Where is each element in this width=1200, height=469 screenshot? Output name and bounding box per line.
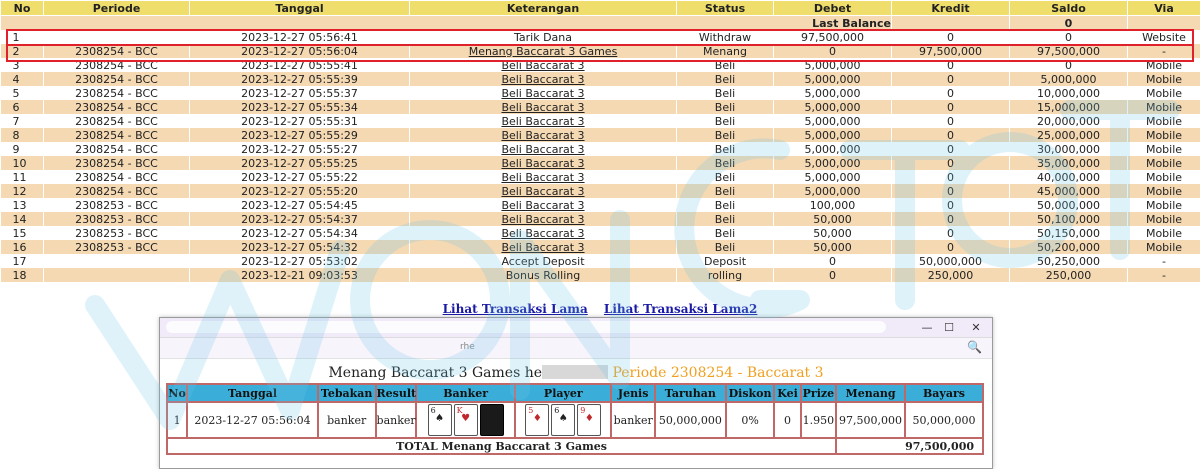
row-periode: 2308253 - BCC: [44, 226, 190, 240]
row-periode: [44, 268, 190, 282]
row-keterangan[interactable]: Beli Baccarat 3: [410, 114, 677, 128]
row-keterangan[interactable]: Beli Baccarat 3: [410, 212, 677, 226]
row-debet: 5,000,000: [774, 86, 892, 100]
row-periode: 2308254 - BCC: [44, 72, 190, 86]
row-status: Beli: [677, 212, 774, 226]
history-links: [0, 302, 1200, 316]
row-tanggal: 2023-12-27 05:56:04: [190, 44, 410, 58]
row-tanggal: 2023-12-27 05:56:41: [190, 30, 410, 44]
row-status: Beli: [677, 100, 774, 114]
table-row: [1, 128, 1200, 142]
row-saldo: 40,000,000: [1010, 170, 1128, 184]
table-row: [1, 86, 1200, 100]
bet-menang: 97,500,000: [836, 402, 905, 438]
row-via: Mobile: [1128, 184, 1200, 198]
row-via: -: [1128, 268, 1200, 282]
table-row: [1, 58, 1200, 72]
row-periode: 2308254 - BCC: [44, 128, 190, 142]
row-periode: 2308254 - BCC: [44, 184, 190, 198]
row-status: Beli: [677, 226, 774, 240]
row-status: Beli: [677, 240, 774, 254]
row-saldo: 0: [1010, 30, 1128, 44]
total-value: 97,500,000: [836, 438, 983, 454]
card-rank: K: [457, 406, 463, 415]
bet-diskon: 0%: [726, 402, 775, 438]
row-debet: 100,000: [774, 198, 892, 212]
col-via: Via: [1128, 1, 1200, 16]
card-rank: 6: [554, 406, 559, 415]
row-via: -: [1128, 254, 1200, 268]
redacted-username: [542, 365, 608, 379]
bet-col-no: No: [167, 384, 187, 402]
minimize-icon[interactable]: —: [914, 320, 940, 335]
row-saldo: 0: [1010, 58, 1128, 72]
row-via: Mobile: [1128, 142, 1200, 156]
table-header-row: [1, 1, 1200, 16]
col-debet: Debet: [774, 1, 892, 16]
row-debet: 50,000: [774, 240, 892, 254]
popup-title: [160, 365, 992, 381]
banker-cards: [416, 402, 515, 438]
bet-col-menang: Menang: [836, 384, 905, 402]
row-keterangan[interactable]: Beli Baccarat 3: [410, 128, 677, 142]
row-no: 5: [1, 86, 44, 100]
row-kredit: 50,000,000: [892, 254, 1010, 268]
row-status: Beli: [677, 184, 774, 198]
close-icon[interactable]: ✕: [963, 320, 989, 335]
row-debet: 0: [774, 268, 892, 282]
bet-jenis: banker: [611, 402, 655, 438]
card-suit: ♥: [455, 414, 477, 423]
col-status: Status: [677, 1, 774, 16]
row-via: Mobile: [1128, 170, 1200, 184]
row-keterangan: Tarik Dana: [410, 30, 677, 44]
row-status: Beli: [677, 198, 774, 212]
row-kredit: 0: [892, 212, 1010, 226]
row-periode: 2308254 - BCC: [44, 100, 190, 114]
row-saldo: 20,000,000: [1010, 114, 1128, 128]
bet-col-tebakan: Tebakan: [318, 384, 376, 402]
row-periode: 2308254 - BCC: [44, 58, 190, 72]
row-kredit: 0: [892, 170, 1010, 184]
bet-col-player: Player: [515, 384, 611, 402]
row-no: 14: [1, 212, 44, 226]
row-tanggal: 2023-12-27 05:55:27: [190, 142, 410, 156]
row-keterangan[interactable]: Beli Baccarat 3: [410, 72, 677, 86]
bet-col-bayars: Bayars: [905, 384, 983, 402]
row-saldo: 25,000,000: [1010, 128, 1128, 142]
row-kredit: 0: [892, 86, 1010, 100]
row-debet: 0: [774, 254, 892, 268]
playing-card-icon: [525, 404, 549, 436]
row-via: -: [1128, 44, 1200, 58]
row-via: Mobile: [1128, 240, 1200, 254]
row-kredit: 0: [892, 114, 1010, 128]
card-rank: 9: [580, 406, 585, 415]
row-saldo: 50,250,000: [1010, 254, 1128, 268]
table-row: [1, 212, 1200, 226]
card-suit: ♦: [578, 414, 600, 423]
col-tanggal: Tanggal: [190, 1, 410, 16]
row-kredit: 0: [892, 30, 1010, 44]
row-debet: 5,000,000: [774, 100, 892, 114]
col-periode: Periode: [44, 1, 190, 16]
last-balance-row: [1, 16, 1200, 31]
row-no: 2: [1, 44, 44, 58]
row-no: 7: [1, 114, 44, 128]
row-via: Mobile: [1128, 156, 1200, 170]
row-tanggal: 2023-12-27 05:55:37: [190, 86, 410, 100]
row-kredit: 0: [892, 226, 1010, 240]
zoom-icon[interactable]: 🔍: [967, 340, 982, 354]
row-saldo: 30,000,000: [1010, 142, 1128, 156]
row-keterangan[interactable]: Beli Baccarat 3: [410, 86, 677, 100]
table-row: [1, 100, 1200, 114]
row-saldo: 50,150,000: [1010, 226, 1128, 240]
row-keterangan[interactable]: Beli Baccarat 3: [410, 226, 677, 240]
popup-address-bar[interactable]: [160, 338, 992, 359]
bet-col-banker: Banker: [416, 384, 515, 402]
card-suit: ♠: [552, 414, 574, 423]
row-tanggal: 2023-12-21 09:03:53: [190, 268, 410, 282]
row-debet: 0: [774, 44, 892, 58]
row-via: Mobile: [1128, 100, 1200, 114]
bet-col-result: Result: [376, 384, 416, 402]
table-row: [1, 114, 1200, 128]
row-status: Beli: [677, 170, 774, 184]
table-row: [1, 240, 1200, 254]
row-tanggal: 2023-12-27 05:55:34: [190, 100, 410, 114]
row-no: 16: [1, 240, 44, 254]
row-via: Mobile: [1128, 114, 1200, 128]
row-debet: 50,000: [774, 226, 892, 240]
bet-prize: 1.950: [801, 402, 836, 438]
row-tanggal: 2023-12-27 05:55:41: [190, 58, 410, 72]
bet-detail-table: [166, 383, 984, 455]
row-periode: 2308254 - BCC: [44, 86, 190, 100]
row-status: Beli: [677, 128, 774, 142]
row-kredit: 0: [892, 184, 1010, 198]
row-periode: 2308254 - BCC: [44, 142, 190, 156]
row-no: 18: [1, 268, 44, 282]
table-row: [1, 198, 1200, 212]
row-tanggal: 2023-12-27 05:55:22: [190, 170, 410, 184]
table-row: [1, 226, 1200, 240]
row-saldo: 50,100,000: [1010, 212, 1128, 226]
col-no: No: [1, 1, 44, 16]
detail-popup-window: [159, 317, 993, 469]
row-kredit: 0: [892, 156, 1010, 170]
table-row: [1, 254, 1200, 268]
row-status: Beli: [677, 58, 774, 72]
playing-card-icon: [428, 404, 452, 436]
row-periode: 2308253 - BCC: [44, 198, 190, 212]
row-tanggal: 2023-12-27 05:55:31: [190, 114, 410, 128]
row-periode: [44, 254, 190, 268]
row-tanggal: 2023-12-27 05:54:32: [190, 240, 410, 254]
bet-tebakan: banker: [318, 402, 376, 438]
row-status: Beli: [677, 72, 774, 86]
row-kredit: 0: [892, 198, 1010, 212]
row-status: Withdraw: [677, 30, 774, 44]
row-saldo: 50,200,000: [1010, 240, 1128, 254]
bet-col-taruhan: Taruhan: [655, 384, 726, 402]
address-text: rhe: [460, 342, 475, 352]
row-via: Mobile: [1128, 86, 1200, 100]
row-debet: 5,000,000: [774, 156, 892, 170]
row-via: Mobile: [1128, 72, 1200, 86]
col-kredit: Kredit: [892, 1, 1010, 16]
row-saldo: 97,500,000: [1010, 44, 1128, 58]
row-via: Mobile: [1128, 198, 1200, 212]
row-no: 10: [1, 156, 44, 170]
row-no: 6: [1, 100, 44, 114]
row-kredit: 0: [892, 142, 1010, 156]
bet-kei: 0: [774, 402, 800, 438]
row-no: 9: [1, 142, 44, 156]
bet-result: banker: [376, 402, 416, 438]
playing-card-icon: [480, 404, 504, 436]
table-row: [1, 44, 1200, 58]
old-transactions-2-link[interactable]: Lihat Transaksi Lama2: [604, 302, 757, 316]
row-periode: [44, 30, 190, 44]
row-debet: 5,000,000: [774, 184, 892, 198]
row-debet: 5,000,000: [774, 142, 892, 156]
row-status: Menang: [677, 44, 774, 58]
row-periode: 2308254 - BCC: [44, 156, 190, 170]
row-debet: 5,000,000: [774, 128, 892, 142]
bet-col-diskon: Diskon: [726, 384, 775, 402]
bet-tanggal: 2023-12-27 05:56:04: [187, 402, 318, 438]
row-debet: 5,000,000: [774, 58, 892, 72]
row-saldo: 5,000,000: [1010, 72, 1128, 86]
popup-url-pill: [166, 321, 886, 333]
table-row: [1, 142, 1200, 156]
card-suit: ♠: [429, 414, 451, 423]
row-tanggal: 2023-12-27 05:55:20: [190, 184, 410, 198]
playing-card-icon: [577, 404, 601, 436]
row-via: Mobile: [1128, 212, 1200, 226]
table-row: [1, 72, 1200, 86]
bet-col-tanggal: Tanggal: [187, 384, 318, 402]
row-keterangan[interactable]: Beli Baccarat 3: [410, 100, 677, 114]
row-via: Website: [1128, 30, 1200, 44]
row-status: rolling: [677, 268, 774, 282]
row-tanggal: 2023-12-27 05:54:34: [190, 226, 410, 240]
row-tanggal: 2023-12-27 05:53:02: [190, 254, 410, 268]
popup-title-prefix: Menang Baccarat 3 Games he: [328, 365, 542, 381]
row-saldo: 45,000,000: [1010, 184, 1128, 198]
row-saldo: 10,000,000: [1010, 86, 1128, 100]
card-rank: 6: [431, 406, 436, 415]
row-debet: 5,000,000: [774, 114, 892, 128]
playing-card-icon: [454, 404, 478, 436]
row-tanggal: 2023-12-27 05:55:29: [190, 128, 410, 142]
row-saldo: 15,000,000: [1010, 100, 1128, 114]
row-kredit: 0: [892, 58, 1010, 72]
row-status: Beli: [677, 142, 774, 156]
row-no: 8: [1, 128, 44, 142]
row-no: 13: [1, 198, 44, 212]
table-row: [1, 268, 1200, 282]
row-keterangan[interactable]: Beli Baccarat 3: [410, 184, 677, 198]
last-balance-value: 0: [1010, 16, 1128, 31]
bet-bayars: 50,000,000: [905, 402, 983, 438]
row-periode: 2308253 - BCC: [44, 212, 190, 226]
row-kredit: 0: [892, 72, 1010, 86]
total-label: TOTAL Menang Baccarat 3 Games: [167, 438, 836, 454]
row-keterangan[interactable]: Beli Baccarat 3: [410, 142, 677, 156]
row-tanggal: 2023-12-27 05:54:45: [190, 198, 410, 212]
row-via: Mobile: [1128, 58, 1200, 72]
player-cards: [515, 402, 611, 438]
row-kredit: 97,500,000: [892, 44, 1010, 58]
row-periode: 2308254 - BCC: [44, 44, 190, 58]
playing-card-icon: [551, 404, 575, 436]
bet-header-row: [167, 384, 983, 402]
row-debet: 5,000,000: [774, 170, 892, 184]
row-status: Deposit: [677, 254, 774, 268]
bet-total-row: [167, 438, 983, 454]
row-periode: 2308253 - BCC: [44, 240, 190, 254]
row-tanggal: 2023-12-27 05:54:37: [190, 212, 410, 226]
row-debet: 50,000: [774, 212, 892, 226]
row-via: Mobile: [1128, 226, 1200, 240]
row-kredit: 0: [892, 100, 1010, 114]
card-rank: 5: [528, 406, 533, 415]
row-no: 1: [1, 30, 44, 44]
bet-taruhan: 50,000,000: [655, 402, 726, 438]
row-kredit: 0: [892, 240, 1010, 254]
bet-row: [167, 402, 983, 438]
row-saldo: 250,000: [1010, 268, 1128, 282]
row-keterangan[interactable]: Beli Baccarat 3: [410, 58, 677, 72]
table-row: [1, 30, 1200, 44]
row-kredit: 0: [892, 128, 1010, 142]
popup-title-period: Periode 2308254 - Baccarat 3: [612, 365, 823, 381]
popup-titlebar: [160, 318, 992, 338]
row-kredit: 250,000: [892, 268, 1010, 282]
row-tanggal: 2023-12-27 05:55:39: [190, 72, 410, 86]
row-periode: 2308254 - BCC: [44, 170, 190, 184]
row-debet: 5,000,000: [774, 72, 892, 86]
row-via: Mobile: [1128, 128, 1200, 142]
row-no: 3: [1, 58, 44, 72]
row-no: 15: [1, 226, 44, 240]
last-balance-label: Last Balance: [1, 16, 892, 31]
row-saldo: 50,000,000: [1010, 198, 1128, 212]
table-row: [1, 156, 1200, 170]
row-no: 12: [1, 184, 44, 198]
row-keterangan: Bonus Rolling: [410, 268, 677, 282]
col-saldo: Saldo: [1010, 1, 1128, 16]
row-status: Beli: [677, 86, 774, 100]
old-transactions-link[interactable]: Lihat Transaksi Lama: [443, 302, 588, 316]
bet-col-prize: Prize: [801, 384, 836, 402]
col-keterangan: Keterangan: [410, 1, 677, 16]
maximize-icon[interactable]: ☐: [936, 320, 962, 335]
card-suit: ♦: [526, 414, 548, 423]
row-no: 11: [1, 170, 44, 184]
table-row: [1, 170, 1200, 184]
row-keterangan: Accept Deposit: [410, 254, 677, 268]
row-keterangan[interactable]: Beli Baccarat 3: [410, 170, 677, 184]
row-keterangan[interactable]: Beli Baccarat 3: [410, 240, 677, 254]
row-keterangan[interactable]: Beli Baccarat 3: [410, 198, 677, 212]
row-no: 17: [1, 254, 44, 268]
row-keterangan[interactable]: Menang Baccarat 3 Games: [410, 44, 677, 58]
bet-col-jenis: Jenis: [611, 384, 655, 402]
bet-col-kei: Kei: [774, 384, 800, 402]
bet-no: 1: [167, 402, 187, 438]
row-keterangan[interactable]: Beli Baccarat 3: [410, 156, 677, 170]
row-status: Beli: [677, 156, 774, 170]
row-status: Beli: [677, 114, 774, 128]
row-tanggal: 2023-12-27 05:55:25: [190, 156, 410, 170]
row-no: 4: [1, 72, 44, 86]
row-saldo: 35,000,000: [1010, 156, 1128, 170]
row-periode: 2308254 - BCC: [44, 114, 190, 128]
row-debet: 97,500,000: [774, 30, 892, 44]
table-row: [1, 184, 1200, 198]
